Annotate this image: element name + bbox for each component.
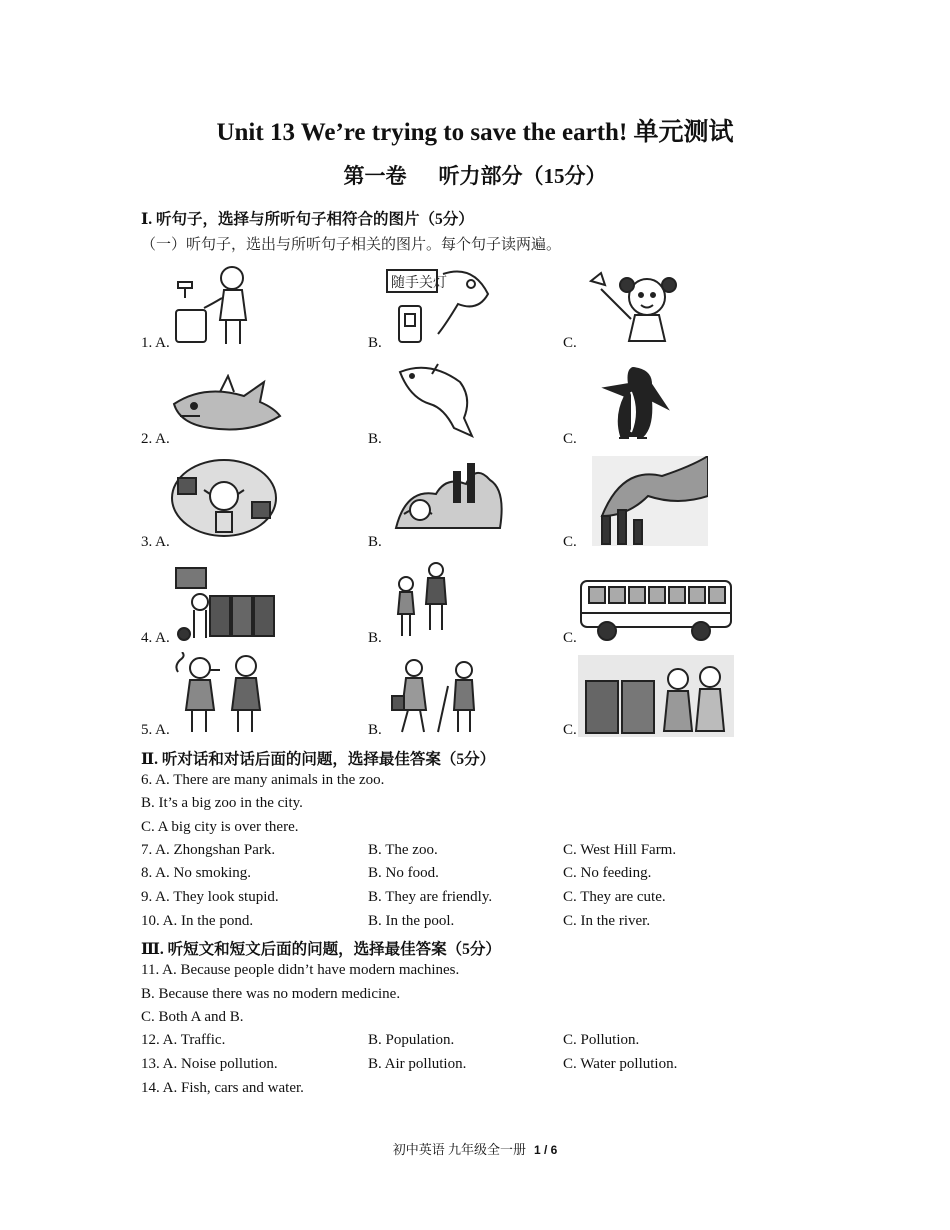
shark-image bbox=[170, 374, 282, 440]
section2-heading: Ⅱ. 听对话和对话后面的问题，选择最佳答案（5分） bbox=[141, 751, 496, 768]
q10-option-b: B. In the pool. bbox=[368, 913, 455, 929]
dolphin-image bbox=[392, 360, 478, 442]
page-title: Unit 13 We’re trying to save the earth! 单元测试 bbox=[216, 119, 734, 146]
q1-option-b: B. bbox=[368, 335, 382, 351]
q11-option-b: B. Because there was no modern medicine. bbox=[141, 986, 401, 1002]
children-walking-image bbox=[388, 560, 460, 644]
recycling-bins-image bbox=[170, 558, 282, 644]
q5-option-c: C. bbox=[563, 722, 577, 738]
q12-option-a: 12. A. Traffic. bbox=[141, 1032, 226, 1048]
penguin-image bbox=[585, 362, 675, 442]
section1-instruction: （一）听句子，选出与所听句子相关的图片。每个句子读两遍。 bbox=[141, 237, 562, 253]
q9-option-c: C. They are cute. bbox=[563, 889, 666, 905]
page-footer bbox=[0, 1139, 950, 1158]
q7-option-c: C. West Hill Farm. bbox=[563, 842, 677, 858]
q13-option-a: 13. A. Noise pollution. bbox=[141, 1056, 278, 1072]
q14-option-a: 14. A. Fish, cars and water. bbox=[141, 1080, 304, 1096]
q5-option-b: B. bbox=[368, 722, 382, 738]
part-subtitle bbox=[0, 160, 950, 190]
q12-option-c: C. Pollution. bbox=[563, 1032, 640, 1048]
part-label: 第一卷 bbox=[343, 164, 407, 188]
q4-option-b: B. bbox=[368, 630, 382, 646]
q3-option-c: C. bbox=[563, 534, 577, 550]
factory-smoke-image bbox=[592, 456, 708, 546]
woman-and-cleaner-image bbox=[386, 656, 488, 736]
q11-option-c: C. Both A and B. bbox=[141, 1009, 244, 1025]
q6-option-b: B. It’s a big zoo in the city. bbox=[141, 795, 303, 811]
q3-option-a: 3. A. bbox=[141, 534, 170, 550]
noisy-man-image bbox=[168, 458, 280, 538]
waste-pile-image bbox=[390, 458, 508, 542]
q2-option-c: C. bbox=[563, 431, 577, 447]
girl-with-duster-image bbox=[585, 267, 695, 347]
q6-option-c: C. A big city is over there. bbox=[141, 819, 299, 835]
section3-heading: Ⅲ. 听短文和短文后面的问题，选择最佳答案（5分） bbox=[141, 941, 501, 958]
q4-option-c: C. bbox=[563, 630, 577, 646]
q13-option-b: B. Air pollution. bbox=[368, 1056, 467, 1072]
q9-option-a: 9. A. They look stupid. bbox=[141, 889, 279, 905]
q10-option-c: C. In the river. bbox=[563, 913, 651, 929]
section1-heading: Ⅰ. 听句子，选择与所听句子相符合的图片（5分） bbox=[141, 211, 474, 228]
q8-option-a: 8. A. No smoking. bbox=[141, 865, 252, 881]
footer-text: 初中英语 九年级全一册 bbox=[392, 1142, 526, 1157]
q9-option-b: B. They are friendly. bbox=[368, 889, 493, 905]
men-smoking-image bbox=[170, 652, 278, 736]
q12-option-b: B. Population. bbox=[368, 1032, 455, 1048]
q7-option-a: 7. A. Zhongshan Park. bbox=[141, 842, 276, 858]
q1-option-c: C. bbox=[563, 335, 577, 351]
bus-image bbox=[577, 577, 735, 643]
page-number: 1 / 6 bbox=[533, 1143, 558, 1157]
q2-option-a: 2. A. bbox=[141, 431, 170, 447]
q1-option-a: 1. A. bbox=[141, 335, 170, 351]
switch-poster-image bbox=[383, 264, 493, 350]
q10-option-a: 10. A. In the pond. bbox=[141, 913, 254, 929]
q13-option-c: C. Water pollution. bbox=[563, 1056, 678, 1072]
q2-option-b: B. bbox=[368, 431, 382, 447]
q5-option-a: 5. A. bbox=[141, 722, 170, 738]
section-label: 听力部分（15分） bbox=[438, 164, 607, 188]
svg-text:随手关灯: 随手关灯 bbox=[391, 275, 447, 291]
q11-option-a: 11. A. Because people didn’t have modern machines. bbox=[141, 962, 460, 978]
q8-option-c: C. No feeding. bbox=[563, 865, 652, 881]
boy-washing-hands-image bbox=[170, 262, 260, 350]
q8-option-b: B. No food. bbox=[368, 865, 439, 881]
q4-option-a: 4. A. bbox=[141, 630, 170, 646]
q7-option-b: B. The zoo. bbox=[368, 842, 438, 858]
children-trash-bins-image bbox=[578, 655, 734, 737]
q6-option-a: 6. A. There are many animals in the zoo. bbox=[141, 772, 385, 788]
q3-option-b: B. bbox=[368, 534, 382, 550]
